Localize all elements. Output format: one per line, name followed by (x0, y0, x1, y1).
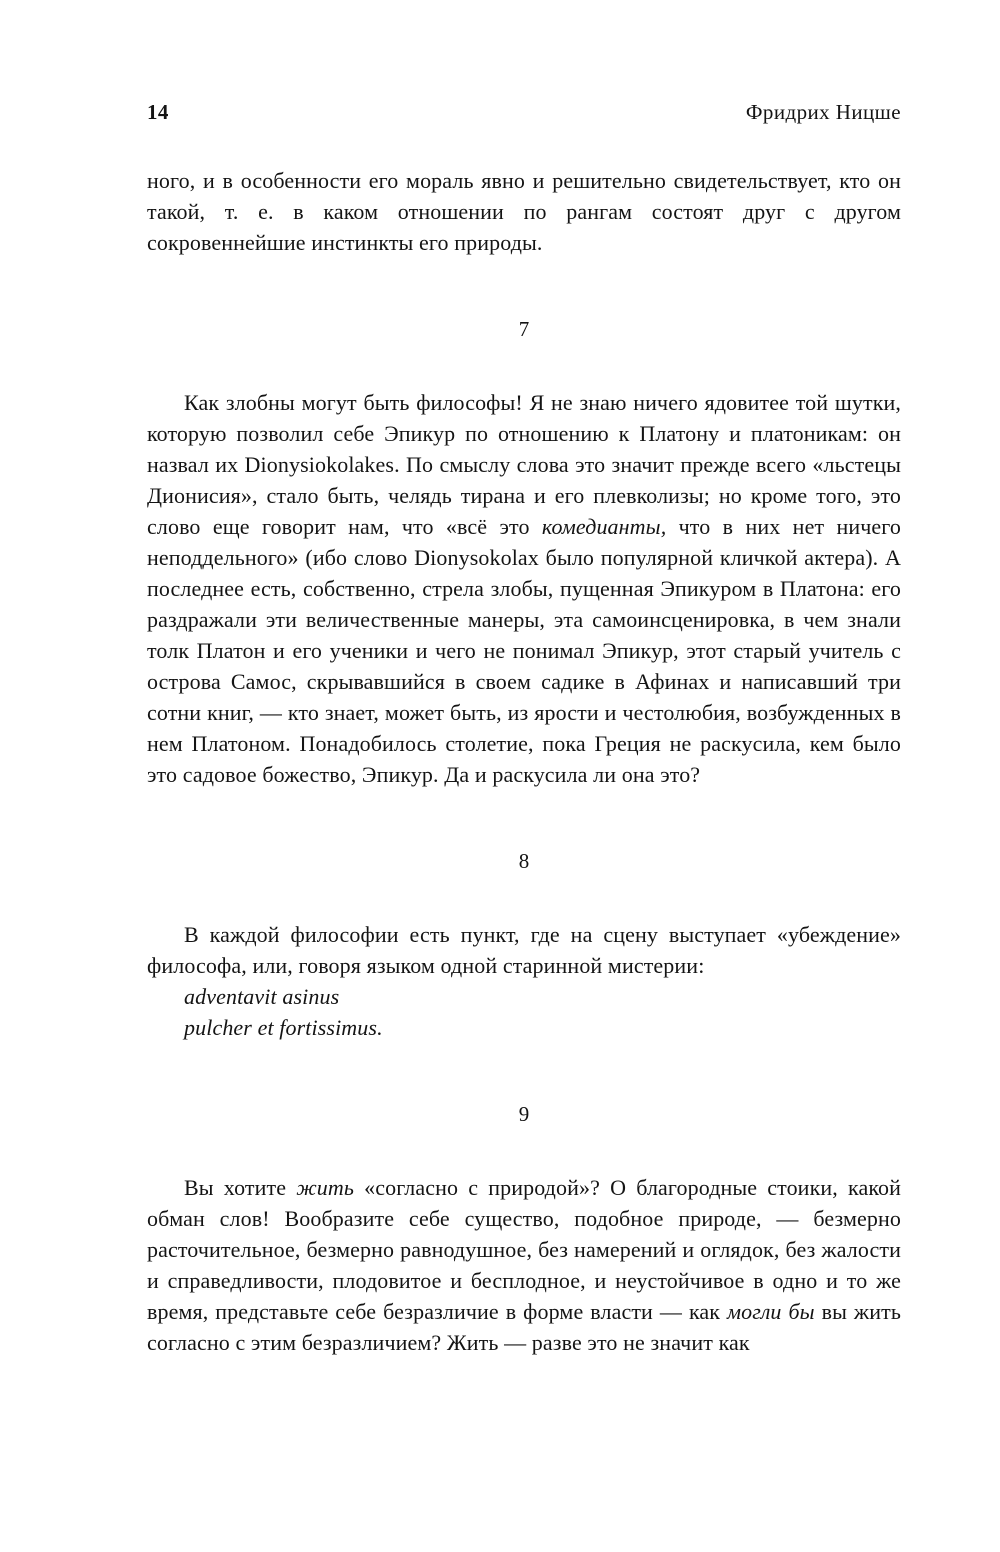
verse-line (184, 1012, 901, 1043)
paragraph (147, 387, 901, 790)
verse-block (147, 981, 901, 1043)
text-run: В каждой философии есть пункт, где на сцену выступает «убеждение» философа, или, говоря языком одной старинной мистерии: (147, 922, 901, 978)
italic-text-run: adventavit asinus (184, 984, 340, 1009)
running-head (147, 100, 901, 125)
text-run: что в них нет ничего неподдельного» (ибо слово Dionysokolax было популярной кличкой актера). А последнее есть, собственно, стрела злобы, пущенная Эпикуром в Платона: его раздражали эти величественные манеры, эта самоинсценировка, в чем знали толк Платон и его ученики и чего не понимал Эпикур, этот старый учитель с острова Самос, скрывавшийся в своем садике в Афинах и написавший три сотни книг, — кто знает, может быть, из ярости и честолюбия, возбужденных в нем Платоном. Понадобилось столетие, пока Греция не раскусила, кем было это садовое божество, Эпикур. Да и раскусила ли она это? (147, 514, 901, 787)
italic-text-run: комедианты, (541, 514, 667, 539)
page-content (147, 165, 901, 1358)
text-run: вы жить согласно с этим безразличием? Жить — разве это не значит как (147, 1299, 901, 1355)
section-number: 8 (518, 849, 530, 873)
paragraph (147, 919, 901, 981)
text-run: Вы хотите (184, 1175, 297, 1200)
paragraph (147, 1172, 901, 1358)
italic-text-run: pulcher et fortissimus. (184, 1015, 383, 1040)
italic-text-run: жить (296, 1175, 355, 1200)
verse-line (184, 981, 901, 1012)
paragraph (147, 165, 901, 258)
section-number: 9 (518, 1102, 530, 1126)
text-run: «согласно с природой»? О благородные стоики, какой обман слов! Вообразите себе существо, подобное природе, — безмерно расточительное, безмерно равнодушное, без намерений и оглядок, без жалости и справедливости, плодовитое и бесплодное, и неустойчивое в одно и то же время, представьте себе безразличие в форме власти — как (147, 1175, 901, 1324)
text-run: Как злобны могут быть философы! Я не знаю ничего ядовитее той шутки, которую позволил себе Эпикур по отношению к Платону и платоникам: он назвал их Dionysiokolakes. По смыслу слова это значит прежде всего «льстецы Дионисия», стало быть, челядь тирана и его плевколизы; но кроме того, это слово еще говорит нам, что «всё это (147, 390, 901, 539)
running-header-title: Фридрих Ницше (745, 100, 901, 124)
italic-text-run: могли бы (727, 1299, 815, 1324)
text-run: ного, и в особенности его мораль явно и решительно свидетельствует, кто он такой, т. е. в каком отношении по рангам состоят друг с другом сокровеннейшие инстинкты его природы. (147, 168, 901, 255)
section-number: 7 (518, 317, 530, 341)
page-number: 14 (147, 100, 169, 124)
